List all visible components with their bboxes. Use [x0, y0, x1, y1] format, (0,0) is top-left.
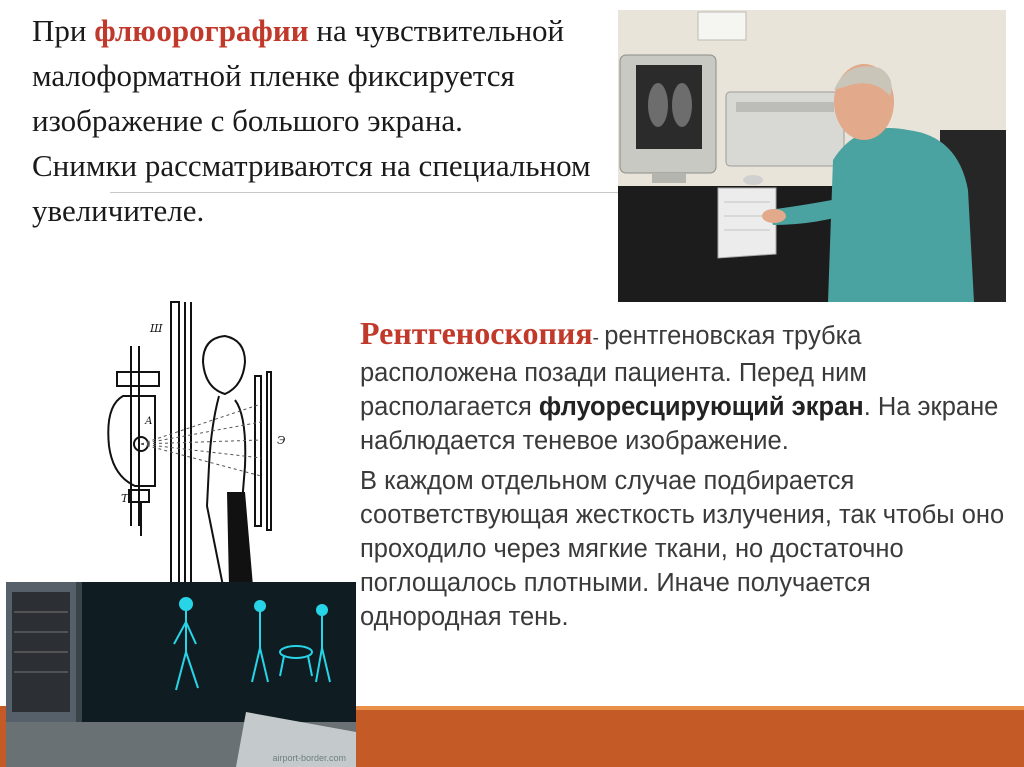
- fluorescent-screen-term: флуоресцирующий экран: [538, 393, 864, 421]
- fluorography-term: флюорографии: [94, 13, 309, 48]
- roentgenoscopy-paragraph-2: В каждом отдельном случае подбирается соответствующая жесткость излучения, так чтобы оно проходило через мягкие ткани, но достаточно поглощалось плотными. Иначе получается однородная тень.: [360, 467, 1005, 631]
- fluorography-text: [32, 8, 612, 233]
- bottom-bar: [356, 710, 1024, 767]
- xray-setup-diagram: [95, 296, 295, 586]
- fluoroscopy-skeletons-photo: [6, 582, 356, 767]
- photo-credit: airport-border.com: [272, 753, 346, 763]
- diagram-label-tube-holder: Т: [121, 492, 129, 505]
- left-accent-strip: [0, 706, 6, 767]
- diagram-label-tube: А: [145, 416, 153, 427]
- fluorography-line2: Снимки рассматриваются на специальном увеличителе.: [32, 148, 591, 228]
- roentgenoscopy-paragraph-1: Рентгеноскопия- рентгеновская трубка расположена позади пациента. Перед ним располагается флуоресцирующий экран. На экране наблюдается теневое изображение.: [360, 315, 999, 455]
- doctor-at-computer-photo: [618, 10, 1006, 302]
- diagram-label-screen: Э: [277, 434, 286, 447]
- fluorography-line1: При флюорографии на чувствительной малоформатной пленке фиксируется изображение с большого экрана.: [32, 13, 565, 138]
- diagram-label-screen-top: Ш: [150, 322, 163, 335]
- divider-line: [110, 192, 630, 193]
- roentgenoscopy-text: [360, 316, 1010, 634]
- roentgenoscopy-term: Рентгеноскопия: [360, 315, 593, 351]
